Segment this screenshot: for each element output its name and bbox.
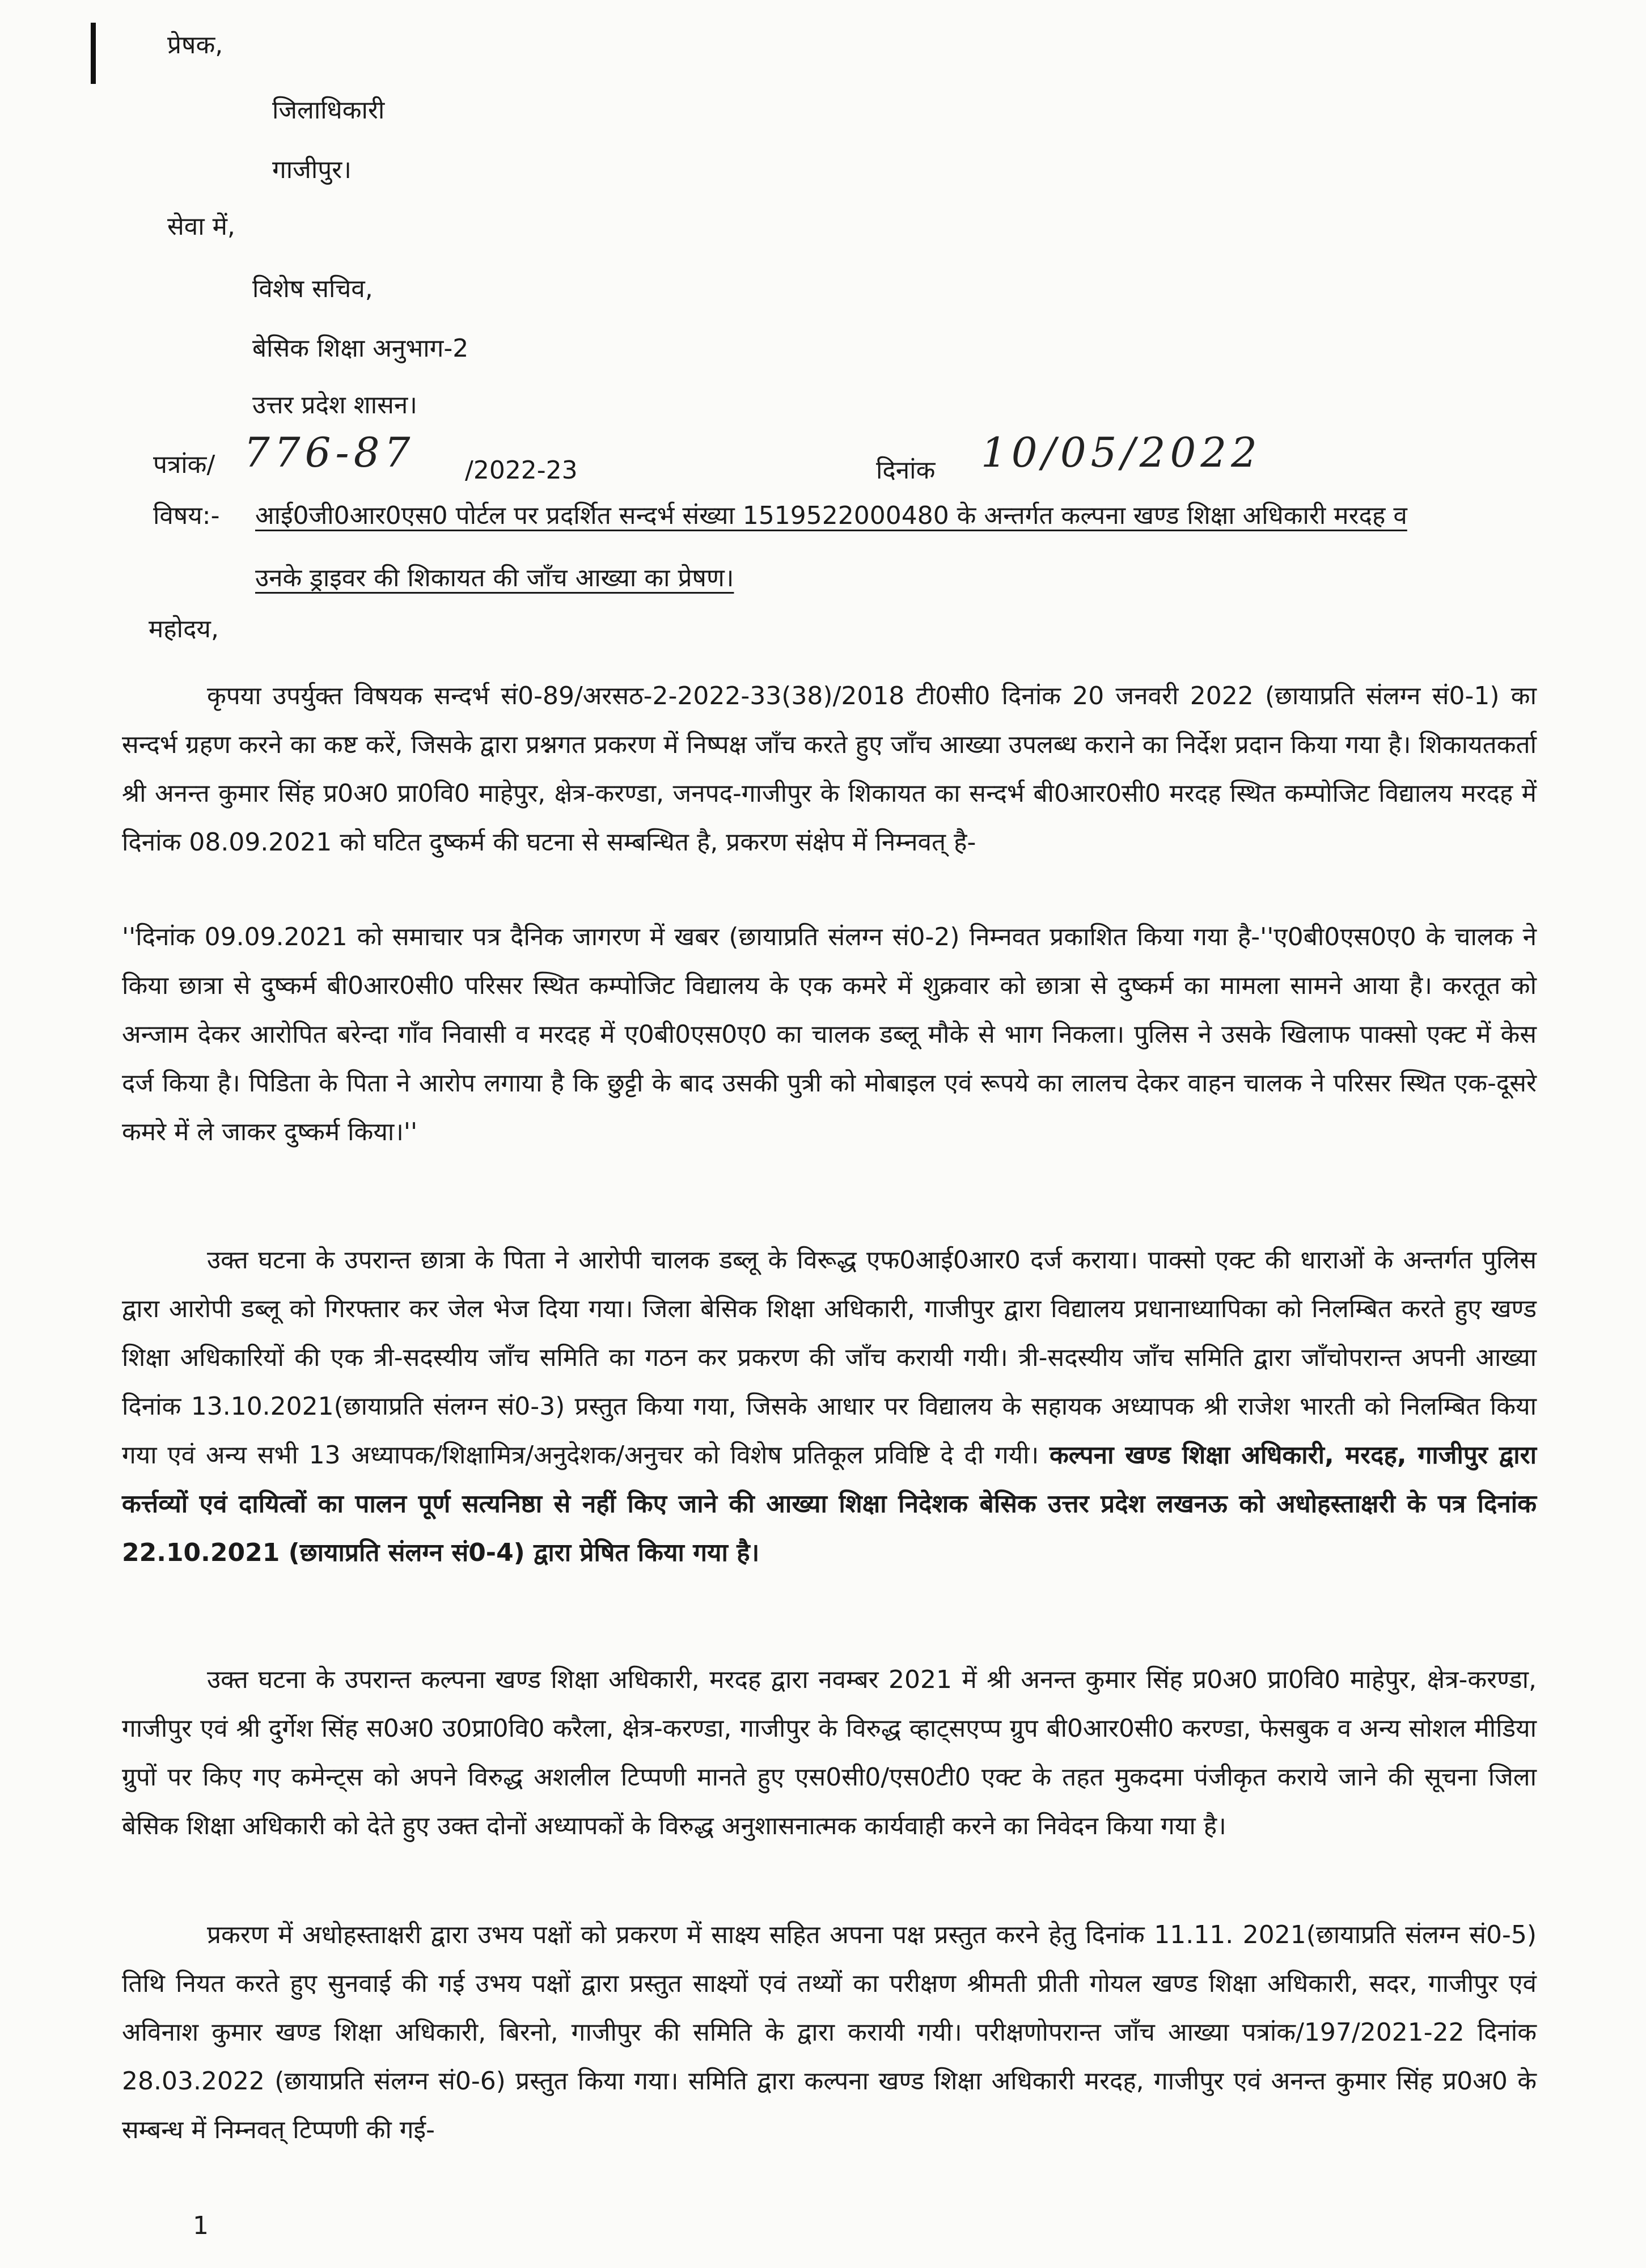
paragraph-2-text: उक्त घटना के उपरान्त छात्रा के पिता ने आरोपी चालक डब्लू के विरूद्ध एफ0आई0आर0 दर्ज कराया। पाक्सो एक्ट की धाराओं के अन्तर्गत पुलिस द्वारा आरोपी डब्लू को गिरफ्तार कर जेल भेज दिया गया। जिला बेसिक शिक्षा अधिकारी, गाजीपुर द्वारा विद्यालय प्रधानाध्यापिका को निलम्बित करते हुए खण्ड शिक्षा अधिकारियों की एक त्री-सदस्यीय जाँच समिति का गठन कर प्रकरण की जाँच करायी गयी। त्री-सदस्यीय जाँच समिति द्वारा जाँचोपरान्त अपनी आख्या दिनांक 13.10.2021(छायाप्रति संलग्न सं0-3) प्रस्तुत किया गया, जिसके आधार पर विद्यालय के सहायक अध्यापक श्री राजेश भारती को निलम्बित किया गया एवं अन्य सभी 13 अध्यापक/शिक्षामित्र/अनुदेशक/अनुचर को विशेष प्रतिकूल प्रविष्टि दे दी गयी। (122, 1246, 1537, 1470)
to-line1: विशेष सचिव, (252, 274, 373, 303)
from-label: प्रेषक, (167, 31, 223, 60)
paragraph-3 (122, 1656, 1537, 1851)
date-label: दिनांक (876, 456, 936, 485)
paragraph-2 (122, 1236, 1537, 1577)
news-quote-text: ''दिनांक 09.09.2021 को समाचार पत्र दैनिक जागरण में खबर (छायाप्रति संलग्न सं0-2) निम्नवत प्रकाशित किया गया है-''ए0बी0एस0ए0 के चालक ने किया छात्रा से दुष्कर्म बी0आर0सी0 परिसर स्थित कम्पोजिट विद्यालय के एक कमरे में शुक्रवार को छात्रा से दुष्कर्म का मामला सामने आया है। करतूत को अन्जाम देकर आरोपित बरेन्दा गाँव निवासी व मरदह में ए0बी0एस0ए0 का चालक डब्लू मौके से भाग निकला। पुलिस ने उसके खिलाफ पाक्सो एक्ट में केस दर्ज किया है। पिडिता के पिता ने आरोप लगाया है कि छुट्टी के बाद उसकी पुत्री को मोबाइल एवं रूपये का लालच देकर वाहन चालक ने परिसर स्थित एक-दूसरे कमरे में ले जाकर दुष्कर्म किया।'' (122, 923, 1537, 1146)
ref-label: पत्रांक/ (153, 450, 215, 479)
to-line3: उत्तर प्रदेश शासन। (252, 391, 417, 420)
news-quote (122, 913, 1537, 1157)
paragraph-1 (122, 672, 1537, 867)
paragraph-3-text: उक्त घटना के उपरान्त कल्पना खण्ड शिक्षा अधिकारी, मरदह द्वारा नवम्बर 2021 में श्री अनन्त कुमार सिंह प्र0अ0 प्रा0वि0 माहेपुर, क्षेत्र-करण्डा, गाजीपुर एवं श्री दुर्गेश सिंह स0अ0 उ0प्रा0वि0 करैला, क्षेत्र-करण्डा, गाजीपुर के विरुद्ध व्हाट्सएप्प ग्रुप बी0आर0सी0 करण्डा, फेसबुक व अन्य सोशल मीडिया ग्रुपों पर किए गए कमेन्ट्स को अपने विरुद्ध अशलील टिप्पणी मानते हुए एस0सी0/एस0टी0 एक्ट के तहत मुकदमा पंजीकृत कराये जाने की सूचना जिला बेसिक शिक्षा अधिकारी को देते हुए उक्त दोनों अध्यापकों के विरुद्ध अनुशासनात्मक कार्यवाही करने का निवेदन किया गया है। (122, 1665, 1537, 1840)
salutation: महोदय, (149, 615, 219, 644)
subject-line2: उनके ड्राइवर की शिकायत की जाँच आख्या का प्रेषण। (255, 564, 734, 593)
scan-edge-mark (91, 23, 96, 84)
paragraph-4-text: प्रकरण में अधोहस्ताक्षरी द्वारा उभय पक्षों को प्रकरण में साक्ष्य सहित अपना पक्ष प्रस्तुत करने हेतु दिनांक 11.11. 2021(छायाप्रति संलग्न सं0-5) तिथि नियत करते हुए सुनवाई की गई उभय पक्षों द्वारा प्रस्तुत साक्ष्यों एवं तथ्यों का परीक्षण श्रीमती प्रीती गोयल खण्ड शिक्षा अधिकारी, सदर, गाजीपुर एवं अविनाश कुमार खण्ड शिक्षा अधिकारी, बिरनो, गाजीपुर की समिति के द्वारा करायी गयी। परीक्षणोपरान्त जाँच आख्या पत्रांक/197/2021-22 दिनांक 28.03.2022 (छायाप्रति संलग्न सं0-6) प्रस्तुत किया गया। समिति द्वारा कल्पना खण्ड शिक्षा अधिकारी मरदह, गाजीपुर एवं अनन्त कुमार सिंह प्र0अ0 के सम्बन्ध में निम्नवत् टिप्पणी की गई- (122, 1920, 1537, 2144)
date-handwritten: 10/05/2022 (981, 429, 1262, 476)
paragraph-1-text: कृपया उपर्युक्त विषयक सन्दर्भ सं0-89/अरसठ-2-2022-33(38)/2018 टी0सी0 दिनांक 20 जनवरी 2022 (छायाप्रति संलग्न सं0-1) का सन्दर्भ ग्रहण करने का कष्ट करें, जिसके द्वारा प्रश्नगत प्रकरण में निष्पक्ष जाँच करते हुए जाँच आख्या उपलब्ध कराने का निर्देश प्रदान किया गया है। शिकायतकर्ता श्री अनन्त कुमार सिंह प्र0अ0 प्रा0वि0 माहेपुर, क्षेत्र-करण्डा, जनपद-गाजीपुर के शिकायत का सन्दर्भ बी0आर0सी0 मरदह स्थित कम्पोजिट विद्यालय मरदह में दिनांक 08.09.2021 को घटित दुष्कर्म की घटना से सम्बन्धित है, प्रकरण संक्षेप में निम्नवत् है- (122, 682, 1537, 857)
ref-number-handwritten: 776-87 (244, 429, 415, 476)
page-number: 1 (193, 2211, 209, 2240)
to-label: सेवा में, (167, 212, 235, 241)
to-line2: बेसिक शिक्षा अनुभाग-2 (252, 334, 469, 363)
from-place: गाजीपुर। (272, 155, 352, 184)
from-name: जिलाधिकारी (272, 96, 385, 125)
paragraph-2-bold-text: कल्पना खण्ड शिक्षा अधिकारी, मरदह, गाजीपुर द्वारा कर्त्तव्यों एवं दायित्वों का पालन पूर्ण सत्यनिष्ठा से नहीं किए जाने की आख्या शिक्षा निदेशक बेसिक उत्तर प्रदेश लखनऊ को अधोहस्ताक्षरी के पत्र दिनांक 22.10.2021 (छायाप्रति संलग्न सं0-4) द्वारा प्रेषित किया गया है। (122, 1441, 1537, 1567)
ref-year: /2022-23 (465, 456, 578, 485)
subject-line1: आई0जी0आर0एस0 पोर्टल पर प्रदर्शित सन्दर्भ संख्या 1519522000480 के अन्तर्गत कल्पना खण्ड शिक्षा अधिकारी मरदह व (255, 501, 1407, 530)
paragraph-4 (122, 1911, 1537, 2155)
subject-label: विषय:- (153, 501, 220, 530)
